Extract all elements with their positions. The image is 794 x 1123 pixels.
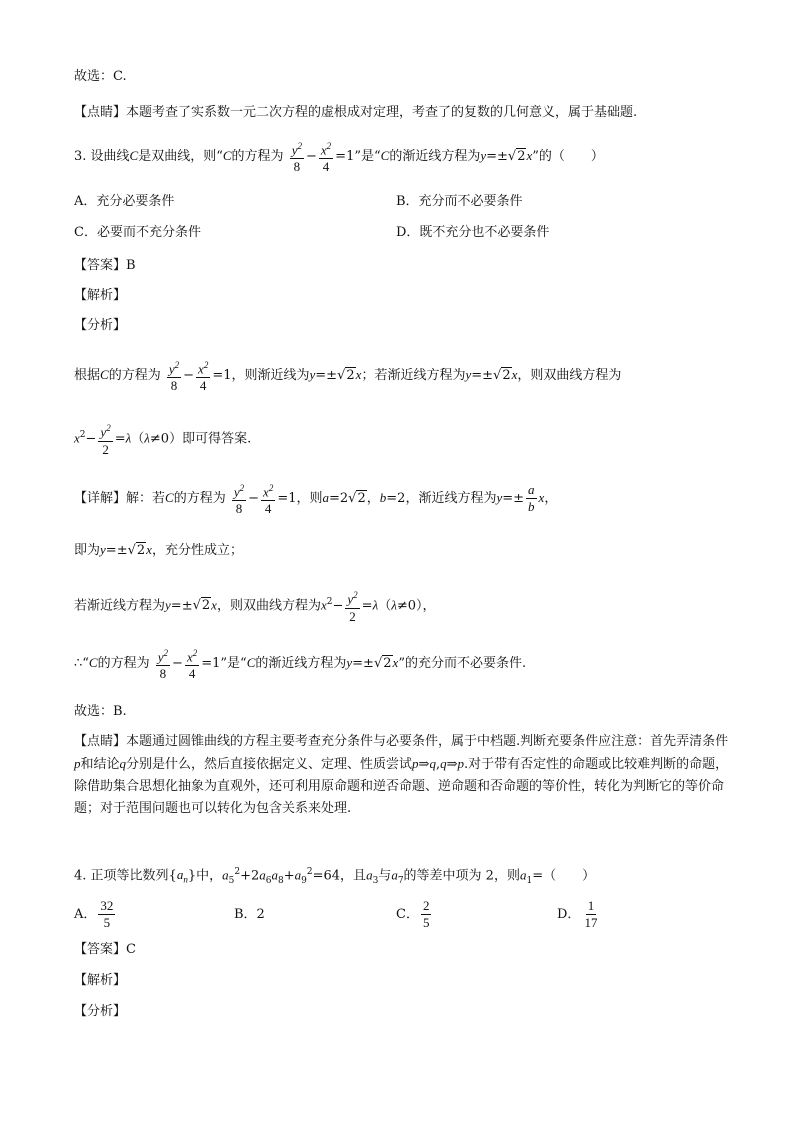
q4-option-a: A． $\frac{32}{5}$ bbox=[74, 898, 114, 930]
detail-line-2: 即为y=±√2x，充分性成立； bbox=[74, 542, 243, 558]
option-a: A．充分必要条件 bbox=[74, 194, 175, 209]
analysis-line-2: $x^2-$ $\frac{y^2}{2}$ =λ（λ≠0）即可得答案. bbox=[74, 418, 734, 458]
question-4: 4. 正项等比数列$\{a_n\}$中，$a_5^2+2a_6a_8+a_9^2=64$，且$a_3$与$a_7$的等差中项为 2，则$a_1=$（ ） bbox=[74, 867, 596, 886]
answer: 【答案】B bbox=[74, 258, 136, 273]
fenxi-heading: 【分析】 bbox=[74, 318, 127, 333]
jiexi-heading: 【解析】 bbox=[74, 288, 127, 303]
question-3: 3. 设曲线C是双曲线，则“C的方程为 $\frac{y^2}{8}$ − $\frac{x^2}{4}$ =1”是“C的渐近线方程为y=±√2x”的（ ） bbox=[74, 138, 734, 175]
text-line: 【点睛】本题考查了实系数一元二次方程的虚根成对定理，考查了的复数的几何意义，属于基础题. bbox=[74, 105, 638, 120]
option-c: C．必要而不充分条件 bbox=[74, 225, 201, 240]
detail-line-3: 若渐近线方程为y=±√2x，则双曲线方程为$x^2-$ $\frac{y^2}{2}$ =λ（λ≠0）， bbox=[74, 585, 734, 625]
option-b: B．充分而不必要条件 bbox=[396, 194, 523, 209]
q4-option-c: C． $\frac{2}{5}$ bbox=[396, 898, 430, 930]
q4-fenxi-heading: 【分析】 bbox=[74, 1004, 127, 1019]
text-line: 故选：C. bbox=[74, 69, 127, 84]
q4-option-b: B．2 bbox=[234, 907, 265, 922]
option-d: D．既不充分也不必要条件 bbox=[396, 225, 550, 240]
q4-answer: 【答案】C bbox=[74, 942, 136, 957]
q4-jiexi-heading: 【解析】 bbox=[74, 973, 127, 988]
detail-line-1: 【详解】解：若C的方程为 $\frac{y^2}{8}$ − $\frac{x^2}{4}$ =1，则a=2√2，b=2，渐近线方程为y=± $\frac{a}{b}$ x， bbox=[74, 480, 734, 517]
q4-option-d: D． $\frac{1}{17}$ bbox=[557, 898, 598, 930]
analysis-line-1: 根据C的方程为 $\frac{y^2}{8}$ − $\frac{x^2}{4}$ =1，则渐近线为y=±√2x；若渐近线方程为y=±√2x，则双曲线方程为 bbox=[74, 357, 734, 394]
selection: 故选：B. bbox=[74, 704, 127, 719]
detail-line-4: ∴“C的方程为 $\frac{y^2}{8}$ − $\frac{x^2}{4}$ =1”是“C的渐近线方程为y=±√2x”的充分而不必要条件. bbox=[74, 645, 734, 682]
remark-paragraph: 【点睛】本题通过圆锥曲线的方程主要考查充分条件与必要条件，属于中档题.判断充要条件应注意：首先弄清条件p和结论q分别是什么，然后直接依据定义、定理、性质尝试p⇒q,q⇒p.对于带有否定性的命题或比较难判断的命题，除借助集合思想化抽象为直观外，还可利用原命题和逆否命题、逆命题和否命题的等价性，转化为判断它的等价命题；对于范围问题也可以转化为包含关系来处理. bbox=[74, 734, 729, 816]
